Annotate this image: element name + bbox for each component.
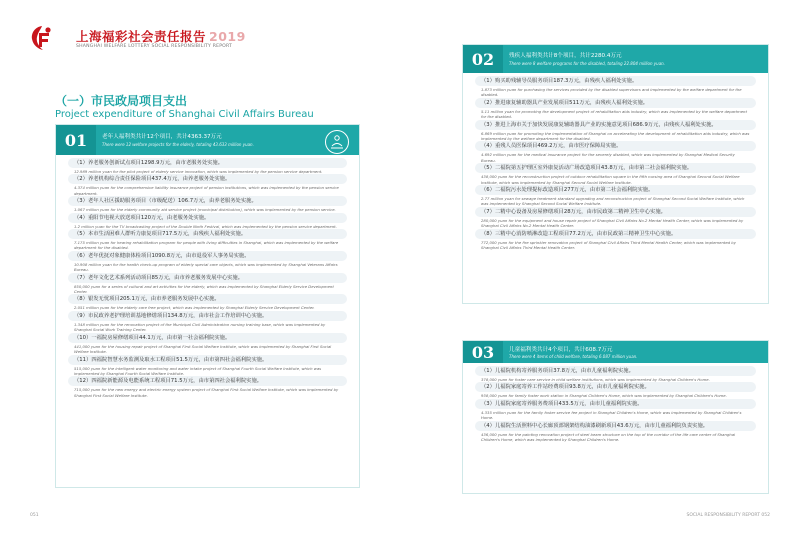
item-cn: （5）本市生活困难人群听力康复项目717.5万元，由残疾人福利处实施。 xyxy=(68,229,347,239)
block-title-en: There were 12 welfare projects for the elderly, totaling 43.633 million yuan. xyxy=(102,142,254,147)
item-cn: （2）推进康复辅助器具产业发展项目511万元，由残疾人福利处实施。 xyxy=(475,98,756,108)
list-item xyxy=(475,98,756,120)
list-item xyxy=(475,141,756,163)
item-en: 441,000 yuan for the housing repair project of Shanghai First Social Welfare Institute, which was implemented by Shanghai First Social Welfare Institute. xyxy=(74,343,332,355)
block-header xyxy=(463,45,768,73)
project-block-disabled xyxy=(462,44,769,304)
item-cn: （1）儿福院机构寄养服务项目37.8万元，由市儿童福利院实施。 xyxy=(475,366,756,376)
item-cn: （2）养老机构综合责任保险项目437.4万元，由养老服务处实施。 xyxy=(68,174,347,184)
item-en: 6.869 million yuan for promoting the implementation of Shanghai on accelerating the development of rehabilitation aids industry, which was implemented by the welfare department for the disabled. xyxy=(481,130,750,142)
list-item xyxy=(68,294,347,310)
item-en: 4.692 million yuan for the medical insurance project for the severely disabled, which was implemented by Shanghai Medical Security Bureau. xyxy=(481,152,735,163)
page-footer-right xyxy=(687,513,771,518)
item-en: 7.175 million yuan for hearing rehabilitation program for people with living difficulties in Shanghai, which was implemented by the welfare department for the disabled. xyxy=(74,240,339,251)
report-subtitle: SHANGHAI WELFARE LOTTERY SOCIAL RESPONSIBILITY REPORT xyxy=(76,44,233,49)
block-header xyxy=(463,341,768,363)
list-item xyxy=(475,163,756,185)
item-cn: （3）推进上海市关于加快发展康复辅助器具产业的实施意见项目686.9万元，由残疾人福利处实施。 xyxy=(475,120,756,130)
list-item xyxy=(475,76,756,98)
item-cn: （3）老年人社区援助服务项目（市级配送）106.7万元，由养老服务处实施。 xyxy=(68,196,347,206)
item-en: 2.051 million yuan for the elderly care free project, which was implemented by Shanghai Elderly Service Development Center. xyxy=(74,305,315,311)
item-cn: （6）二福院污水处理提标改造项目277万元，由市第二社会福利院实施。 xyxy=(475,185,756,195)
item-cn: （9）市民政养老护理培训基地修缮项目134.8万元，由市社会工作培训中心实施。 xyxy=(68,311,347,321)
item-cn: （6）老年优抚对象健康体检项目1090.8万元，由市退役军人事务局实施。 xyxy=(68,251,347,261)
item-en: 772,000 yuan for the fire sprinkler renovation project of Shanghai Civil Affairs Third Mental Health Center, which was implemented by Shanghai Civil Affairs Third Mental Health Center. xyxy=(481,239,736,251)
item-en: 515,000 yuan for the intelligent water monitoring and water intake project of Shanghai Fourth Social Welfare Institute, which was implemented by Shanghai Fourth Social Welfare Institute. xyxy=(74,365,322,376)
right-page xyxy=(400,0,800,542)
item-cn: （7）二精中心设备及房屋修缮项目28万元，由市民政第二精神卫生中心实施。 xyxy=(475,207,756,217)
item-cn: （8）银发无忧项目205.1万元，由市养老服务发展中心实施。 xyxy=(68,294,347,304)
report-title: 上海福彩社会责任报告 2019 xyxy=(76,29,246,44)
list-item xyxy=(68,355,347,377)
elderly-care-icon xyxy=(325,130,349,154)
item-cn: （7）老年文化艺术系列活动项目85万元，由市养老服务发展中心实施。 xyxy=(68,273,347,283)
item-cn: （12）四福院新能源及电能系统工程项目71.5万元，由市第四社会福利院实施。 xyxy=(68,376,347,386)
list-item xyxy=(475,229,756,251)
item-en: 1.873 million yuan for purchasing the services provided by the disabled supervisors and implemented by the welfare department for the disabled. xyxy=(481,87,742,98)
block-number: 03 xyxy=(463,341,503,363)
item-list xyxy=(475,366,756,442)
block-header xyxy=(56,125,359,155)
list-item xyxy=(475,382,756,398)
item-en: 1.067 million yuan for the elderly community aid service project (municipal distribution), which was implemented by the pension service. xyxy=(74,207,336,213)
item-en: 436,000 yuan for the painting renovation project of steel beam structure on the top of the corridor of the life care center of Shanghai Children's Home, which was implemented by Shanghai Children's Home. xyxy=(481,431,736,443)
block-title-en: There were 8 welfare programs for the disabled, totaling 22.804 million yuan. xyxy=(509,61,665,66)
list-item xyxy=(68,213,347,229)
list-item xyxy=(68,229,347,251)
item-en: 715,000 yuan for the new energy and electric energy system project of Shanghai First Social Welfare Institute, which was implemented by Shanghai First Social Welfare Institute. xyxy=(74,387,339,398)
footer-label: SOCIAL RESPONSIBILITY REPORT xyxy=(686,513,760,518)
item-cn: （3）儿福院家庭寄养服务费项目433.5万元，由市儿童福利院实施。 xyxy=(475,399,756,409)
project-block-children xyxy=(462,340,769,494)
list-item xyxy=(68,376,347,398)
item-en: 1.2 million yuan for the TV broadcasting project of the Double Ninth Festival, which was implemented by the pension service department. xyxy=(74,223,337,229)
item-cn: （4）儿福院生活照料中心长廊顶部钢架结构油漆刷新项目43.6万元，由市儿童福利院负责实施。 xyxy=(475,421,756,431)
page-number-right: 052 xyxy=(761,513,770,518)
item-en: 4.374 million yuan for the comprehensive liability insurance project of pension institutions, which was implemented by the pension service department. xyxy=(74,185,339,196)
list-item xyxy=(68,158,347,174)
list-item xyxy=(68,333,347,355)
block-number: 02 xyxy=(463,45,503,73)
block-number: 01 xyxy=(56,125,96,155)
section-title-en: Project expenditure of Shanghai Civil Affairs Bureau xyxy=(55,109,314,120)
welfare-lottery-logo-icon xyxy=(30,25,54,51)
block-title-en: There were 4 items of child welfare, totaling 6.087 million yuan. xyxy=(509,354,638,359)
block-title-cn: 残疾人福利类共计8个项目，共计2280.4万元 xyxy=(509,53,622,59)
page-number-left: 051 xyxy=(30,513,39,518)
list-item xyxy=(68,273,347,295)
item-cn: （1）购买助残辅导员服务项目187.3万元，由残疾人福利处实施。 xyxy=(475,76,756,86)
list-item xyxy=(475,366,756,382)
section-title-cn: （一）市民政局项目支出 xyxy=(55,94,188,108)
item-en: 10.908 million yuan for the health check-up program of elderly special care objects, which was implemented by Shanghai Veterans Affairs Bureau. xyxy=(74,261,338,273)
project-block-elderly xyxy=(55,124,360,488)
item-cn: （5）二福院第五护理区室外康复活动广场改造项目43.8万元，由市第二社会福利院实施。 xyxy=(475,163,756,173)
item-en: 4.335 million yuan for the family foster service fee project in Shanghai Children's Home, which was implemented by Shanghai Children's Home. xyxy=(481,409,742,421)
item-en: 438,000 yuan for the reconstruction project of outdoor rehabilitation square in the fifth nursing area of Shanghai Second Social Welfare Institute, which was implemented by Shanghai Second Social Welfare Institute. xyxy=(481,174,740,185)
list-item xyxy=(68,251,347,273)
block-title-cn: 儿童福利类共计4个项目，共计608.7万元 xyxy=(509,347,613,353)
list-item xyxy=(475,399,756,421)
list-item xyxy=(475,120,756,142)
item-cn: （8）三精中心消防喷淋改造工程项目77.2万元，由市民政第三精神卫生中心实施。 xyxy=(475,229,756,239)
item-en: 280,000 yuan for the equipment and house repair project of Shanghai Civil Affairs No.2 Mental Health Center, which was implemented by Shanghai Civil Affairs No.2 Mental Health Center. xyxy=(481,217,744,229)
item-en: 5.11 million yuan for promoting the development project of rehabilitation aids industry, which was implemented by the welfare department for the disabled. xyxy=(481,108,747,120)
item-en: 850,000 yuan for a series of cultural and art activities for the elderly, which was implemented by Shanghai Elderly Service Development Center. xyxy=(74,283,334,295)
item-cn: （4）重阳节电视大放送项目120万元，由老服务处实施。 xyxy=(68,213,347,223)
list-item xyxy=(68,311,347,333)
list-item xyxy=(68,174,347,196)
item-en: 378,000 yuan for foster care service in child welfare institutions, which was implemented by Shanghai Children's Home. xyxy=(481,377,710,382)
item-cn: （4）重残人员医保项目469.2万元，由市医疗保障局实施。 xyxy=(475,141,756,151)
item-cn: （2）儿福院家庭寄养工作站经费项目93.8万元，由市儿童福利院实施。 xyxy=(475,382,756,392)
item-cn: （11）四福院智慧水务监测及取水工程项目51.5万元，由市第四社会福利院实施。 xyxy=(68,355,347,365)
report-year: 2019 xyxy=(209,29,246,44)
block-title-cn: 老年人福利类共计12个项目，共计4363.37万元 xyxy=(102,134,222,140)
item-list xyxy=(475,76,756,251)
item-en: 2.77 million yuan for sewage treatment standard upgrading and reconstruction project of Shanghai Second Social Welfare Institute, which was implemented by Shanghai Second Social Welfare Institute. xyxy=(481,196,745,207)
item-list xyxy=(68,158,347,398)
item-cn: （1）养老服务创新试点项目1298.9万元，由市老服务处实施。 xyxy=(68,158,347,168)
item-en: 1.348 million yuan for the renovation project of the Municipal Civil Administration nursing training base, which was implemented by Shanghai Social Work Training Center. xyxy=(74,321,326,333)
item-en: 12.989 million yuan for the pilot project of elderly service innovation, which was implemented by the pension service department. xyxy=(74,169,323,174)
list-item xyxy=(475,207,756,229)
list-item xyxy=(475,185,756,207)
item-cn: （10）一福院房屋修缮项目44.1万元，由市第一社会福利院实施。 xyxy=(68,333,347,343)
list-item xyxy=(475,421,756,443)
list-item xyxy=(68,196,347,212)
item-en: 938,000 yuan for family foster work station in Shanghai Children's Home, which was implemented by Shanghai Children's Home. xyxy=(481,393,727,399)
